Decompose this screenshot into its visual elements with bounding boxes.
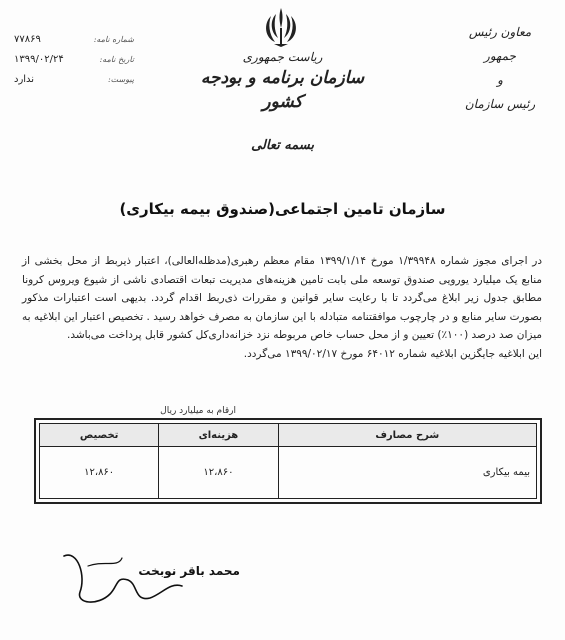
iran-emblem-icon: [262, 6, 300, 48]
attachment-row: [14, 70, 134, 90]
signer-name: محمد باقر نوبخت: [138, 564, 240, 578]
vice-president-title: [455, 20, 545, 116]
presidency-title: ریاست جمهوری: [242, 50, 323, 64]
allocation-table: [39, 423, 537, 499]
letter-number-label: شماره نامه:: [93, 35, 134, 44]
expense-name-cell: بیمه بیکاری: [278, 447, 536, 499]
letter-body: [22, 252, 542, 363]
attachment-label: پیوست:: [107, 75, 134, 84]
header-expense-description: شرح مصارف: [278, 424, 536, 447]
letter-date-label: تاریخ نامه:: [99, 55, 134, 64]
vp-line-2: و: [497, 73, 503, 87]
body-paragraph-1: در اجرای مجوز شماره ۱/۳۹۹۴۸ مورخ ۱۳۹۹/۱/۱۴ مقام معظم رهبری(مدظله‌العالی)، اعتبار ذیربط از محل بخشی از منابع یک میلیارد یورویی صندوق توسعه ملی بابت تامین هزینه‌های مدیریت تبعات اقتصادی ناشی از شیوع ویروس کرونا مطابق جدول زیر ابلاغ می‌گردد تا با رعایت سایر قوانین و مقررات ذی‌ربط اقدام گردد. بدیهی است اعتبارات مذکور بصورت سایر منابع و در چارچوب موافقتنامه متبادله با این سازمان به مصرف خواهد رسید . تخصیص اعتبار این ابلاغیه به میزان صد درصد (۱۰۰٪) تعیین و از محل حساب خاص مربوطه نزد خزانه‌داری‌کل کشور قابل پرداخت می‌باشد.: [22, 255, 542, 341]
allocation-table-frame: [34, 418, 542, 504]
vp-line-1: معاون رئیس جمهور: [468, 25, 532, 63]
header-allocation: تخصیص: [40, 424, 159, 447]
letter-date-value: ۱۳۹۹/۰۲/۲۴: [14, 54, 64, 65]
letter-number-row: [14, 30, 134, 50]
letter-date-row: [14, 50, 134, 70]
letter-meta: [14, 30, 134, 90]
table-header-row: [40, 424, 537, 447]
table-row: [40, 447, 537, 499]
bismillah-heading: بسمه تعالی: [251, 138, 314, 153]
body-paragraph-2: این ابلاغیه جایگزین ابلاغیه شماره ۶۴۰۱۲ مورخ ۱۳۹۹/۰۲/۱۷ می‌گردد.: [243, 347, 542, 360]
unit-note: ارقام به میلیارد ریال: [160, 406, 236, 416]
attachment-value: ندارد: [14, 74, 35, 85]
allocation-cell: ۱۲،۸۶۰: [40, 447, 159, 499]
organization-name: سازمان برنامه و بودجه کشور: [200, 68, 365, 112]
signature-scribble-icon: [58, 546, 188, 616]
header-current-cost: هزینه‌ای: [159, 424, 278, 447]
vp-line-3: رئیس سازمان: [464, 97, 536, 111]
cost-cell: ۱۲،۸۶۰: [159, 447, 278, 499]
letter-number-value: ۷۷۸۶۹: [14, 34, 41, 45]
recipient-title: سازمان تامین اجتماعی(صندوق بیمه بیکاری): [119, 200, 446, 218]
organization-header: [200, 48, 365, 114]
